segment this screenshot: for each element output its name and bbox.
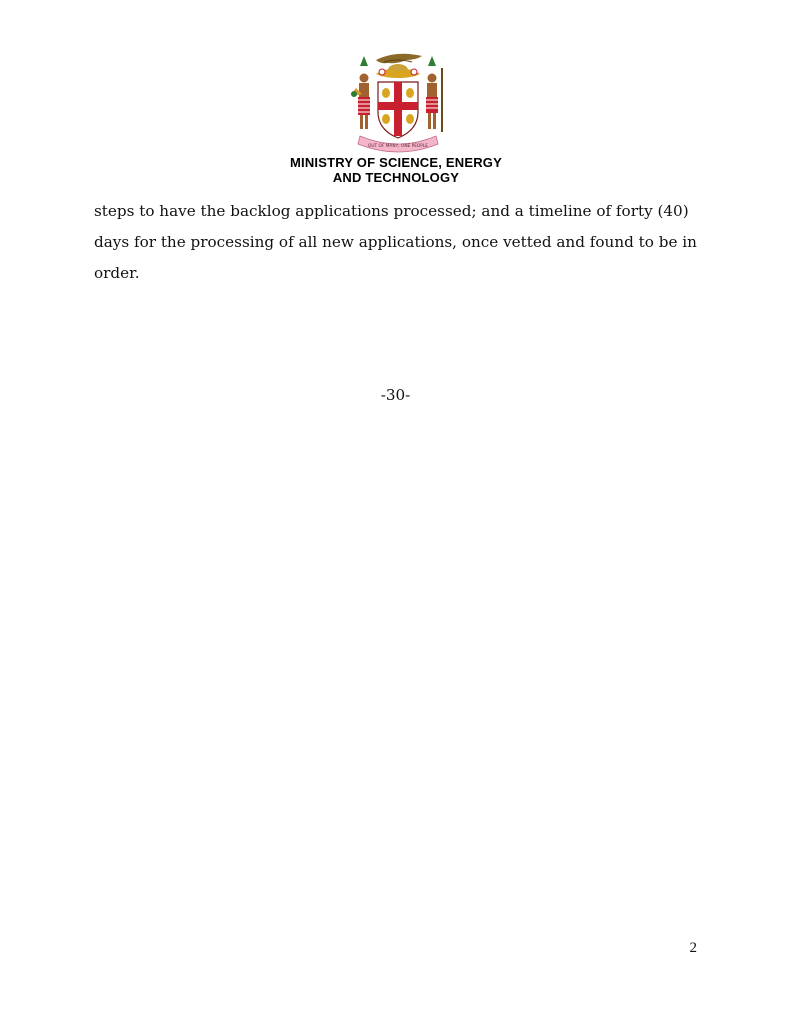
- body-line-3: order.: [94, 264, 140, 282]
- ministry-name-line-2: AND TECHNOLOGY: [332, 170, 460, 185]
- ministry-heading: [250, 155, 542, 185]
- svg-text:OUT OF MANY, ONE PEOPLE: OUT OF MANY, ONE PEOPLE: [367, 144, 429, 149]
- body-line-2: days for the processing of all new applications, once vetted and found to be in: [94, 233, 697, 251]
- end-marker: -30-: [380, 386, 411, 404]
- coat-of-arms-icon: [346, 48, 450, 158]
- body-line-1: steps to have the backlog applications processed; and a timeline of forty (40): [94, 202, 689, 220]
- body-paragraph: [94, 196, 706, 289]
- ministry-name-line-1: MINISTRY OF SCIENCE, ENERGY: [290, 155, 502, 170]
- page-number: 2: [689, 940, 697, 956]
